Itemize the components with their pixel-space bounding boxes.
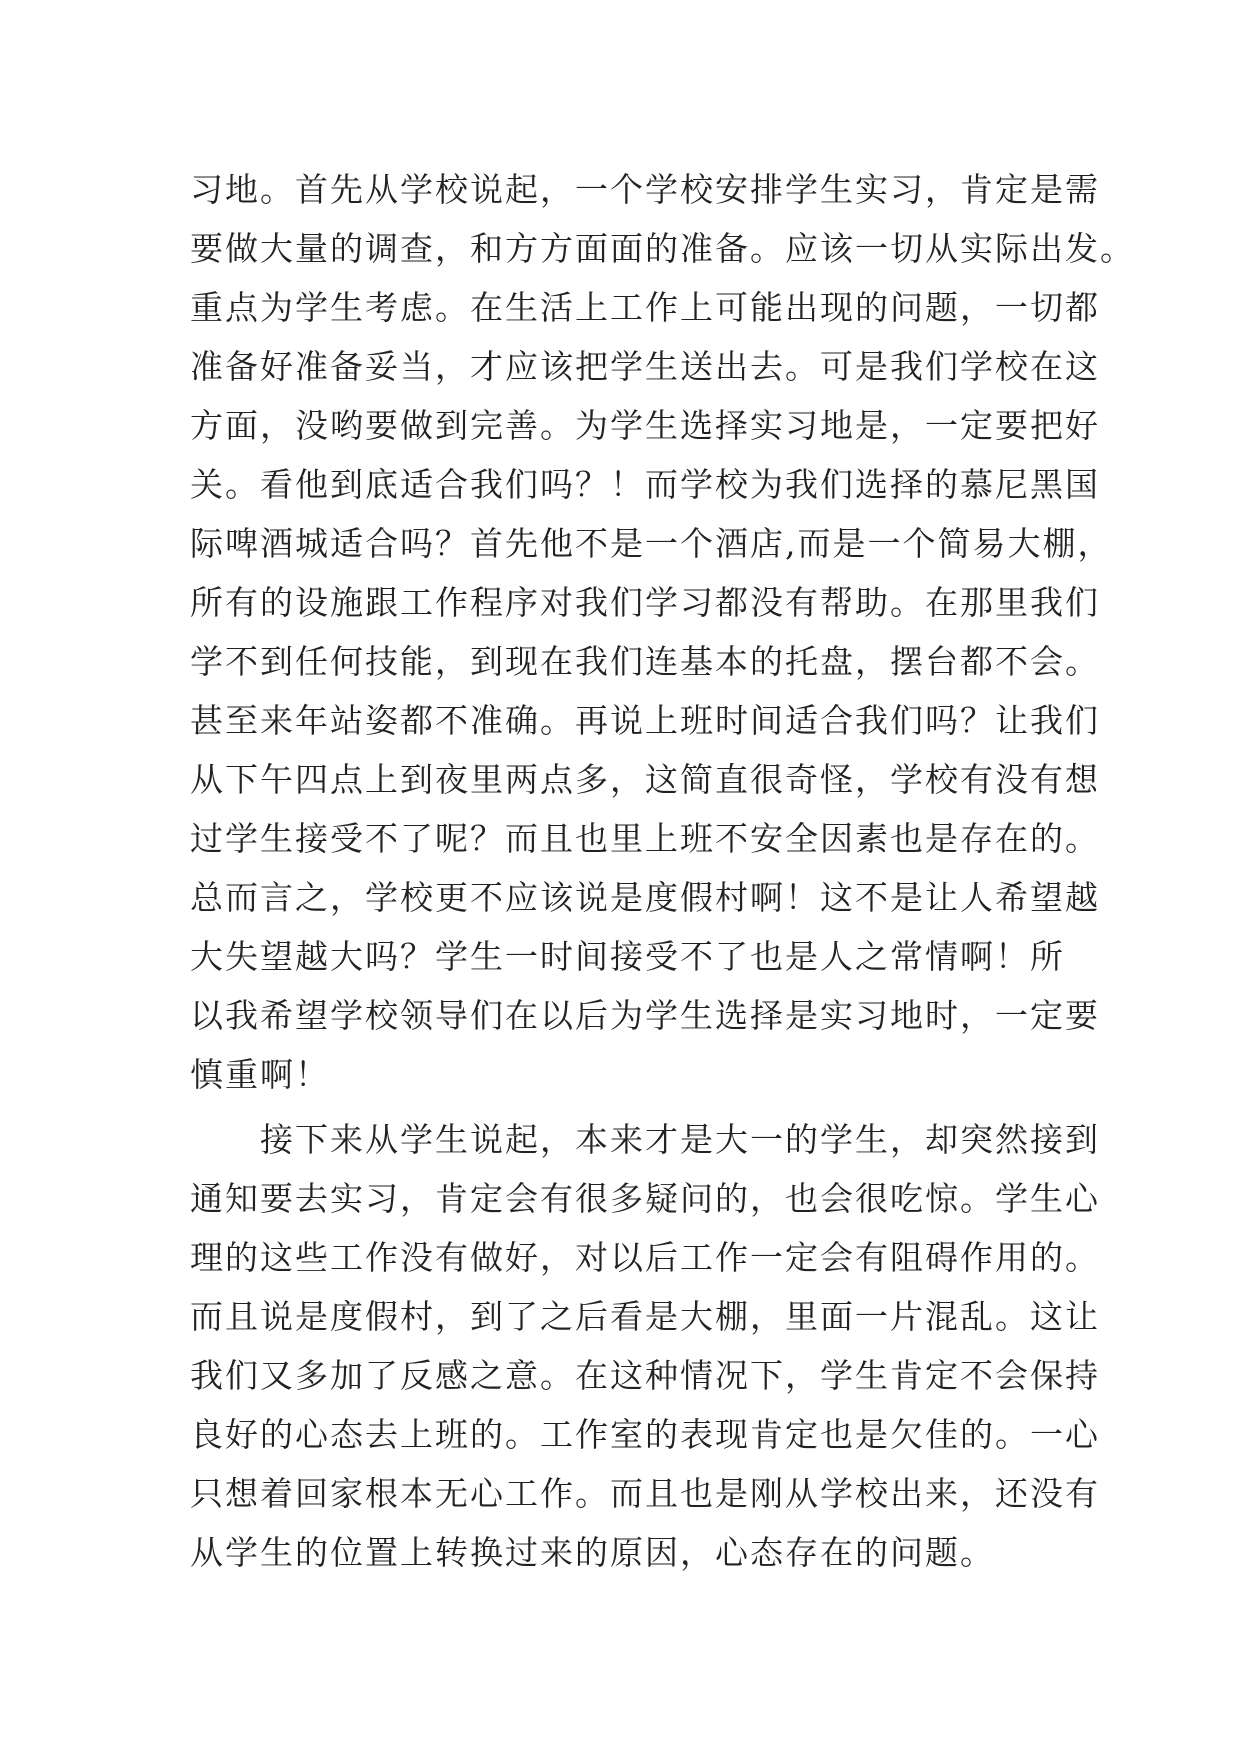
- text-line: 际啤酒城适合吗？首先他不是一个酒店,而是一个简易大棚，: [190, 524, 1113, 563]
- text-line: 慎重啊！: [190, 1055, 330, 1094]
- text-line: 只想着回家根本无心工作。而且也是刚从学校出来，还没有: [190, 1474, 1100, 1513]
- text-line: 过学生接受不了呢？而且也里上班不安全因素也是存在的。: [190, 819, 1100, 858]
- paragraph-school: [190, 160, 1135, 1104]
- text-line: 准备好准备妥当，才应该把学生送出去。可是我们学校在这: [190, 347, 1100, 386]
- text-line: 通知要去实习，肯定会有很多疑问的，也会很吃惊。学生心: [190, 1179, 1100, 1218]
- text-line: 要做大量的调查，和方方面面的准备。应该一切从实际出发。: [190, 229, 1135, 268]
- text-line: 总而言之，学校更不应该说是度假村啊！这不是让人希望越: [190, 878, 1100, 917]
- paragraph-student: [190, 1110, 1100, 1582]
- text-line: 关。看他到底适合我们吗？！而学校为我们选择的慕尼黑国: [190, 465, 1100, 504]
- text-line: 习地。首先从学校说起，一个学校安排学生实习，肯定是需: [190, 170, 1100, 209]
- text-line: 从学生的位置上转换过来的原因，心态存在的问题。: [190, 1533, 995, 1572]
- text-line: 重点为学生考虑。在生活上工作上可能出现的问题，一切都: [190, 288, 1100, 327]
- text-line: 我们又多加了反感之意。在这种情况下，学生肯定不会保持: [190, 1356, 1100, 1395]
- text-line: 以我希望学校领导们在以后为学生选择是实习地时，一定要: [190, 996, 1100, 1035]
- text-line: 学不到任何技能，到现在我们连基本的托盘，摆台都不会。: [190, 642, 1100, 681]
- text-line: 理的这些工作没有做好，对以后工作一定会有阻碍作用的。: [190, 1238, 1100, 1277]
- text-line: 良好的心态去上班的。工作室的表现肯定也是欠佳的。一心: [190, 1415, 1100, 1454]
- text-line: 接下来从学生说起，本来才是大一的学生，却突然接到: [190, 1120, 1100, 1159]
- document-body: [190, 160, 1135, 1582]
- text-line: 甚至来年站姿都不准确。再说上班时间适合我们吗？让我们: [190, 701, 1100, 740]
- text-line: 所有的设施跟工作程序对我们学习都没有帮助。在那里我们: [190, 583, 1100, 622]
- text-line: 大失望越大吗？学生一时间接受不了也是人之常情啊！所: [190, 937, 1065, 976]
- text-line: 从下午四点上到夜里两点多，这简直很奇怪，学校有没有想: [190, 760, 1100, 799]
- text-line: 方面，没哟要做到完善。为学生选择实习地是，一定要把好: [190, 406, 1100, 445]
- text-line: 而且说是度假村，到了之后看是大棚，里面一片混乱。这让: [190, 1297, 1100, 1336]
